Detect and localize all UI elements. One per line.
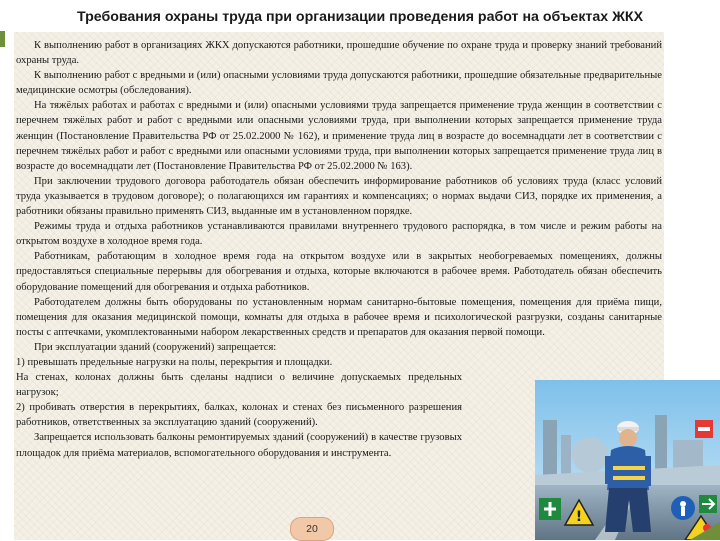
page-number-badge: 20 (290, 517, 334, 541)
list-item: На стенах, колонах должны быть сделаны надписи о величине допускаемых предельных нагрузок; (16, 372, 462, 399)
paragraph: Работникам, работающим в холодное время года на открытом воздухе или в закрытых необогреваемых помещениях, должны предоставляться специальные перерывы для обогревания и отдыха, которые включаются в рабочее время. Работодатель обязан обеспечить оборудование помещений для обогревания и отдыха работников. (16, 251, 662, 293)
paragraph: Работодателем должны быть оборудованы по установленным нормам санитарно-бытовые помещения, помещения для приёма пищи, помещения для оказания медицинской помощи, комнаты для отдыха в рабочее время и психологической разгрузки, созданы санитарные посты с аптечками, укомплектованными набором лекарственных средств и препаратов для оказания первой помощи. (16, 296, 662, 338)
corner-accent (690, 522, 720, 540)
worker-safety-photo (535, 380, 720, 540)
paragraph: К выполнению работ с вредными и (или) опасными условиями труда допускаются работники, прошедшие обязательные предварительные медицинские осмотры (обследования). (16, 70, 662, 97)
list-item: 1) превышать предельные нагрузки на полы, перекрытия и площадки. (16, 356, 333, 368)
paragraph: Режимы труда и отдыха работников устанавливаются правилами внутреннего трудового распорядка, в том числе и режим работы на открытом воздухе в холодное время года. (16, 221, 662, 248)
accent-bar (0, 31, 5, 47)
slide-title: Требования охраны труда при организации проведения работ на объектах ЖКХ (76, 9, 644, 25)
paragraph: Запрещается использовать балконы ремонтируемых зданий (сооружений) в качестве грузовых площадок для приёма материалов, вспомогательного оборудования и инструмента. (16, 432, 462, 459)
paragraph: При эксплуатации зданий (сооружений) запрещается: (34, 341, 277, 353)
paragraph: К выполнению работ в организациях ЖКХ допускаются работники, прошедшие обучение по охране труда и проверку знаний требований охраны труда. (16, 40, 662, 67)
svg-text:!: ! (575, 509, 583, 525)
paragraph: При заключении трудового договора работодатель обязан обеспечить информирование работников об условиях труда (класс условий труда указывается в трудовом договоре); о полагающихся им гарантиях и компенсациях; о нормах выдачи СИЗ, порядке их применения, а работники обязаны правильно применять СИЗ, выданные им в установленном порядке. (16, 175, 662, 218)
paragraph: На тяжёлых работах и работах с вредными и (или) опасными условиями труда запрещается применение труда женщин в соответствии с перечнем тяжёлых работ и работ с вредными или опасными условиями труда, при выполнении которых запрещается применение труда женщин (Постановление Правительства РФ от 25.02.2000 № 162), и применение труда лиц в возрасте до восемнадцати лет в соответствии с перечнем тяжёлых работ и работ с вредными или опасными условиями труда, при выполнении которых запрещается применение труда лиц в возрасте до восемнадцати лет (Постановление Правительства РФ от 25.02.2000 № 163). (16, 100, 662, 172)
list-item: 2) пробивать отверстия в перекрытиях, балках, колонах и стенах без письменного разрешения работников, ответственных за эксплуатацию зданий (сооружений). (16, 402, 462, 429)
